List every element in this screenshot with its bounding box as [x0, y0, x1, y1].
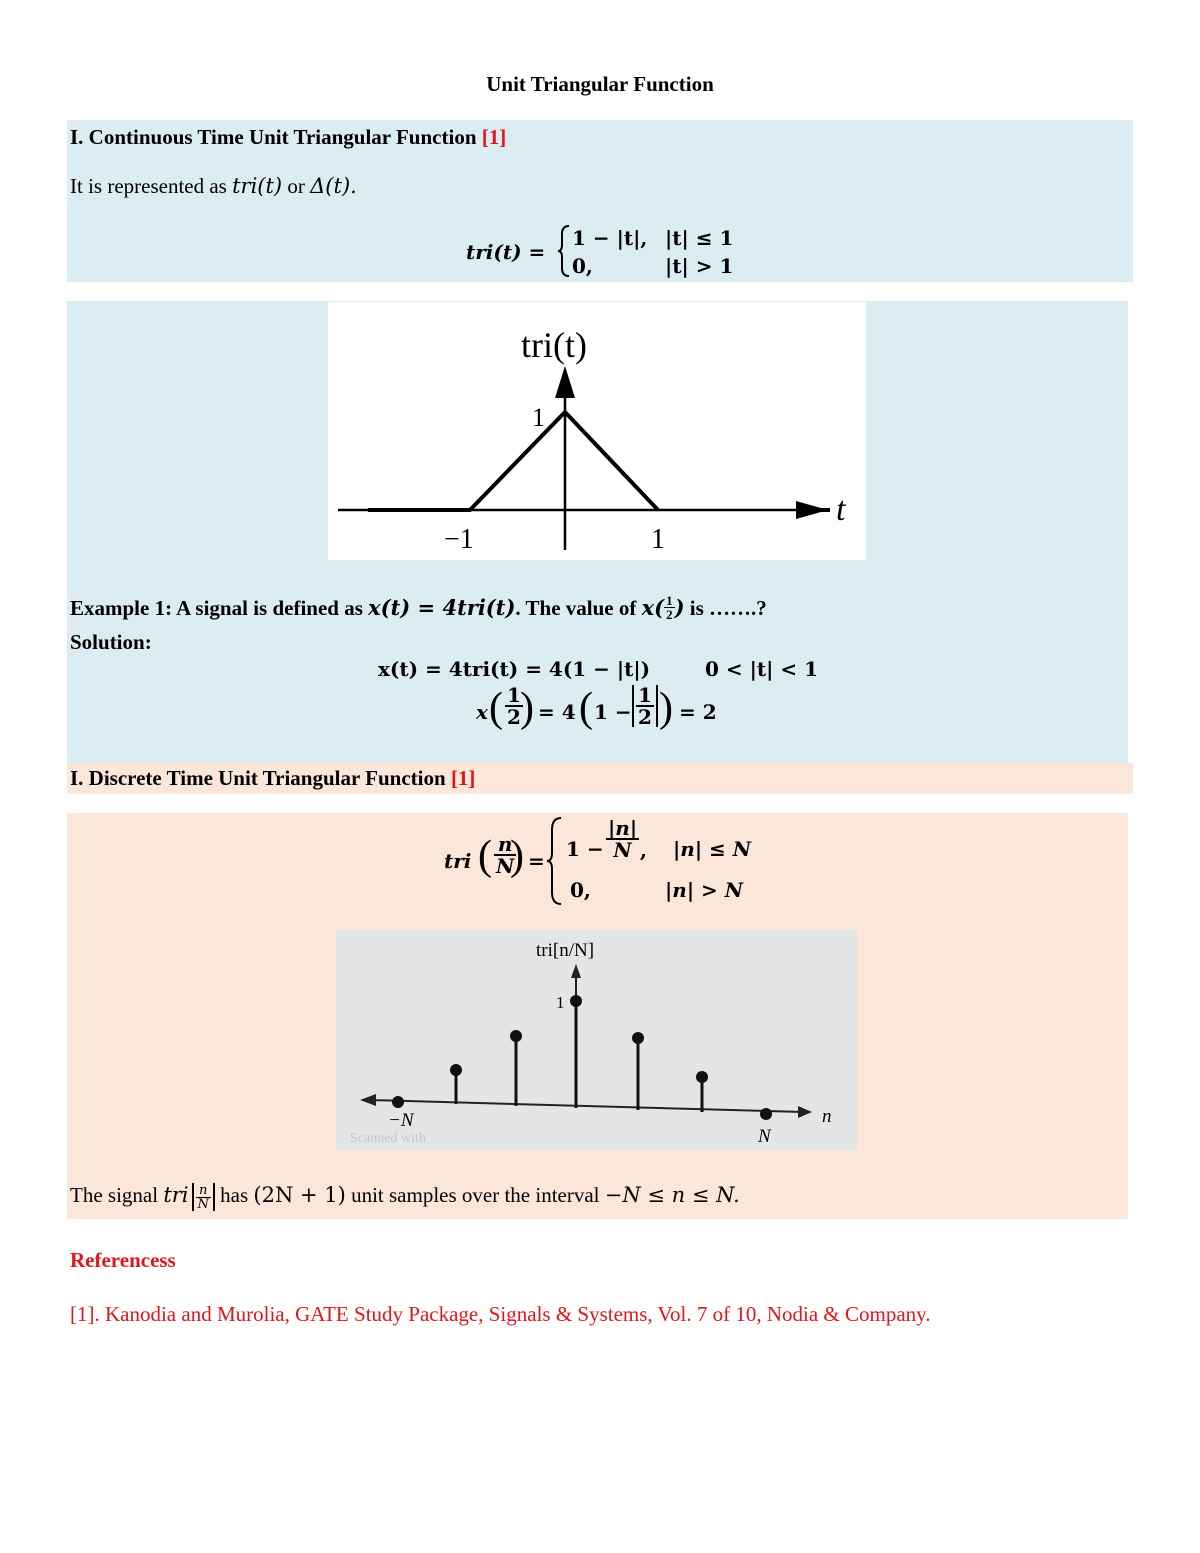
section-continuous-heading-text: I. Continuous Time Unit Triangular Function [70, 125, 482, 149]
example-statement-text: A signal is defined as [172, 596, 369, 620]
continuous-case1-cond: |t| ≤ 1 [665, 226, 734, 250]
intro-or: or [282, 174, 311, 198]
stem-4-dot [632, 1032, 644, 1044]
reference-item-1: [1]. Kanodia and Murolia, GATE Study Package, Signals & Systems, Vol. 7 of 10, Nodia & Company. [70, 1302, 931, 1326]
solution-line2-mid: = 4 [538, 700, 576, 724]
example-label: Example 1: [70, 596, 173, 620]
figure-discrete-tri [336, 930, 857, 1150]
discrete-eq-equals: = [528, 849, 545, 873]
figure-continuous-svg [328, 302, 866, 560]
solution-line2-abs-den: 2 [638, 705, 652, 729]
example-signal: x(t) = 4tri(t) [368, 595, 516, 620]
discrete-case2-expr: 0, [570, 878, 591, 902]
solution-line2-paren-open: ( [489, 685, 503, 731]
continuous-equation-lhs: tri(t) = [466, 240, 546, 264]
solution-label: Solution: [70, 630, 152, 654]
example-question-a: . The value of [515, 596, 642, 620]
solution-line2-paren-close: ) [520, 685, 534, 731]
figure-discrete-axis-label: n [822, 1106, 832, 1127]
stem-2-dot [510, 1030, 522, 1042]
example-statement [70, 592, 767, 622]
solution-line2-den: 2 [507, 705, 521, 729]
figure-discrete-peak-label: 1 [556, 993, 565, 1012]
figure-continuous-left-label: −1 [444, 524, 474, 555]
solution-line2-x: x [476, 700, 488, 724]
signal-bracket [192, 1183, 215, 1211]
discrete-case1-den: N [613, 838, 632, 862]
signal-count: (2N + 1) [253, 1183, 346, 1207]
solution-line2-abs-fraction [632, 685, 658, 727]
figure-continuous-peak-label: 1 [532, 403, 545, 432]
figure-continuous-title: tri(t) [521, 325, 587, 365]
signal-interval: −N ≤ n ≤ N. [604, 1183, 740, 1207]
example-question-den: 2 [666, 606, 673, 622]
example-question-b: is …….? [684, 596, 767, 620]
discrete-eq-den: N [496, 854, 515, 878]
section-continuous-heading [70, 125, 506, 150]
discrete-case2-cond: |n| > N [665, 878, 744, 902]
figure-continuous-right-label: 1 [651, 524, 665, 555]
signal-den: N [197, 1197, 209, 1213]
intro-symbol-delta: Δ(t). [310, 174, 357, 198]
signal-num: n [196, 1184, 211, 1198]
references-heading: Referencess [70, 1248, 176, 1272]
discrete-case1-num: |n| [608, 816, 638, 840]
section-discrete-heading [70, 766, 475, 791]
discrete-eq-num: n [494, 834, 516, 856]
stem-right-end-dot [760, 1108, 772, 1120]
intro-prefix: It is represented as [70, 174, 233, 198]
discrete-eq-paren-open: ( [478, 833, 492, 879]
discrete-signal-sentence [70, 1183, 740, 1211]
section-discrete-ref: [1] [450, 766, 476, 790]
solution-line2-paren2-close: ) [659, 685, 673, 731]
discrete-case1-comma: , [640, 838, 647, 862]
signal-text-b: has [214, 1183, 254, 1207]
discrete-case1-one: 1 − [566, 837, 604, 861]
figure-discrete-right-label: N [758, 1126, 771, 1147]
figure-discrete-x-axis [370, 1100, 804, 1112]
example-question-x: x( [641, 595, 665, 620]
figure-discrete-left-label: −N [388, 1110, 414, 1131]
solution-line2-num: 1 [507, 683, 521, 707]
example-question-num: 1 [666, 592, 673, 608]
solution-line2-result: = 2 [679, 700, 717, 724]
solution-line2-abs-num: 1 [638, 683, 652, 707]
stem-3-dot [570, 995, 582, 1007]
continuous-case1-expr: 1 − |t|, [572, 226, 648, 250]
section-discrete-heading-text: I. Discrete Time Unit Triangular Function [70, 766, 451, 790]
figure-discrete-y-arrow [571, 964, 581, 978]
discrete-eq-paren-close: ) [510, 833, 524, 879]
solution-line2-paren2-open: ( [579, 685, 593, 731]
figure-continuous-axis-label: t [836, 491, 846, 528]
section-continuous-intro [70, 174, 357, 199]
continuous-case2-expr: 0, [572, 254, 593, 278]
section-continuous-ref: [1] [481, 125, 507, 149]
figure-discrete-watermark: Scanned with [350, 1131, 426, 1146]
example-question-close: ) [674, 595, 685, 620]
figure-discrete-x-arrow-left [360, 1094, 376, 1106]
intro-symbol-tri: tri(t) [232, 174, 283, 198]
discrete-eq-brace [546, 816, 564, 906]
solution-line1-cond: 0 < |t| < 1 [705, 657, 818, 681]
discrete-case1-fraction [606, 818, 639, 860]
signal-sym: tri [163, 1183, 189, 1207]
stem-1-dot [450, 1064, 462, 1076]
figure-continuous-tri [328, 302, 866, 560]
stem-5-dot [696, 1071, 708, 1083]
example-question-fraction [664, 594, 675, 621]
figure-discrete-title: tri[n/N] [536, 940, 595, 961]
page-title: Unit Triangular Function [486, 72, 714, 96]
discrete-eq-lhs: tri [444, 849, 472, 873]
solution-line2-one: 1 − [594, 700, 632, 724]
figure-discrete-svg [336, 930, 857, 1150]
discrete-case1-cond: |n| ≤ N [673, 837, 752, 861]
figure-continuous-y-arrow [555, 366, 575, 398]
signal-text-c: unit samples over the interval [345, 1183, 605, 1207]
stem-left-end-dot [392, 1096, 404, 1108]
solution-line1: x(t) = 4tri(t) = 4(1 − |t|) [378, 657, 651, 681]
signal-text-a: The signal [70, 1183, 164, 1207]
figure-continuous-triangle [368, 412, 658, 510]
continuous-equation-brace [557, 224, 573, 278]
figure-discrete-x-arrow-right [798, 1106, 812, 1118]
continuous-case2-cond: |t| > 1 [665, 254, 734, 278]
